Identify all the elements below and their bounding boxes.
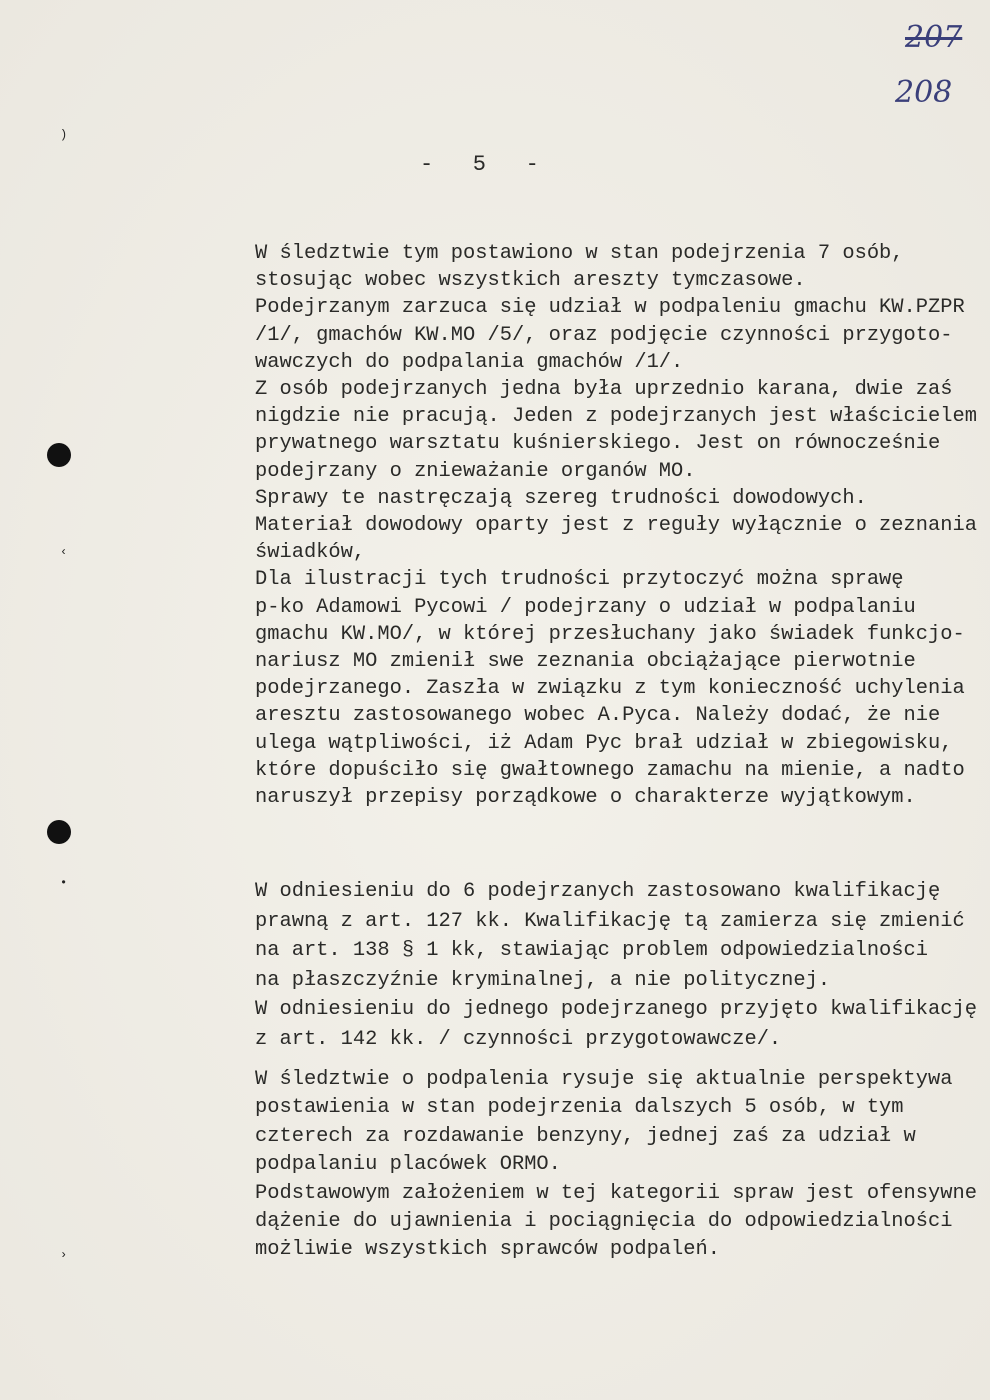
text-line: Z osób podejrzanych jedna była uprzednio karana, dwie zaś — [255, 378, 953, 402]
text-line: gmachu KW.MO/, w której przesłuchany jako świadek funkcjo- — [255, 622, 965, 646]
text-line: W śledztwie o podpalenia rysuje się aktualnie perspektywa — [255, 1068, 953, 1091]
text-line: naruszył przepisy porządkowe o charakterze wyjątkowym. — [255, 786, 916, 810]
paragraph-block-2 — [255, 877, 977, 1055]
text-line: p-ko Adamowi Pycowi / podejrzany o udział w podpalaniu — [255, 595, 916, 619]
text-line: na płaszczyźnie kryminalnej, a nie politycznej. — [255, 968, 831, 992]
text-line: świadków, — [255, 541, 366, 565]
text-line: dążenie do ujawnienia i pociągnięcia do odpowiedzialności — [255, 1210, 953, 1234]
handwritten-old-page-number: 207 — [905, 20, 963, 55]
punch-hole — [47, 443, 71, 467]
margin-mark: ) — [60, 128, 68, 142]
punch-hole — [47, 820, 71, 844]
text-line: stosując wobec wszystkich areszty tymczasowe. — [255, 269, 806, 293]
handwritten-page-number: 208 — [895, 75, 953, 110]
text-line: ulega wątpliwości, iż Adam Pyc brał udział w zbiegowisku, — [255, 731, 953, 755]
text-line: podpalaniu placówek ORMO. — [255, 1153, 561, 1177]
margin-mark: › — [60, 1248, 68, 1262]
text-line: wawczych do podpalania gmachów /1/. — [255, 350, 684, 374]
text-line: nariusz MO zmienił swe zeznania obciążające pierwotnie — [255, 650, 916, 674]
text-line: możliwie wszystkich sprawców podpaleń. — [255, 1238, 720, 1262]
text-line: podejrzanego. Zaszła w związku z tym konieczność uchylenia — [255, 677, 965, 701]
text-line: Dla ilustracji tych trudności przytoczyć można sprawę — [255, 568, 904, 592]
text-line: z art. 142 kk. / czynności przygotowawcze/. — [255, 1027, 782, 1051]
paragraph-block-1 — [255, 240, 977, 811]
text-line: aresztu zastosowanego wobec A.Pyca. Należy dodać, że nie — [255, 704, 941, 728]
text-line: Sprawy te nastręczają szereg trudności dowodowych. — [255, 486, 867, 510]
text-line: W śledztwie tym postawiono w stan podejrzenia 7 osób, — [255, 242, 904, 265]
text-line: prywatnego warsztatu kuśnierskiego. Jest on równocześnie — [255, 432, 941, 456]
text-line: /1/, gmachów KW.MO /5/, oraz podjęcie czynności przygoto- — [255, 323, 953, 347]
text-line: prawną z art. 127 kk. Kwalifikację tą zamierza się zmienić — [255, 909, 965, 933]
text-line: W odniesieniu do 6 podejrzanych zastosowano kwalifikację — [255, 880, 941, 903]
text-line: czterech za rozdawanie benzyny, jednej zaś za udział w — [255, 1124, 916, 1148]
text-line: które dopuściło się gwałtownego zamachu na mienie, a nadto — [255, 758, 965, 782]
text-line: postawienia w stan podejrzenia dalszych 5 osób, w tym — [255, 1096, 904, 1120]
text-line: Podejrzanym zarzuca się udział w podpaleniu gmachu KW.PZPR — [255, 296, 965, 320]
text-line: Podstawowym założeniem w tej kategorii spraw jest ofensywne — [255, 1181, 977, 1205]
text-line: Materiał dowodowy oparty jest z reguły wyłącznie o zeznania — [255, 514, 977, 538]
paragraph-block-3 — [255, 1066, 977, 1265]
text-line: na art. 138 § 1 kk, stawiając problem odpowiedzialności — [255, 939, 929, 963]
text-line: W odniesieniu do jednego podejrzanego przyjęto kwalifikację — [255, 998, 977, 1022]
text-line: podejrzany o znieważanie organów MO. — [255, 459, 696, 483]
text-line: nigdzie nie pracują. Jeden z podejrzanych jest właścicielem — [255, 405, 977, 429]
margin-mark: • — [60, 876, 68, 890]
margin-mark: ‹ — [60, 545, 68, 559]
page-number: - 5 - — [420, 152, 539, 177]
